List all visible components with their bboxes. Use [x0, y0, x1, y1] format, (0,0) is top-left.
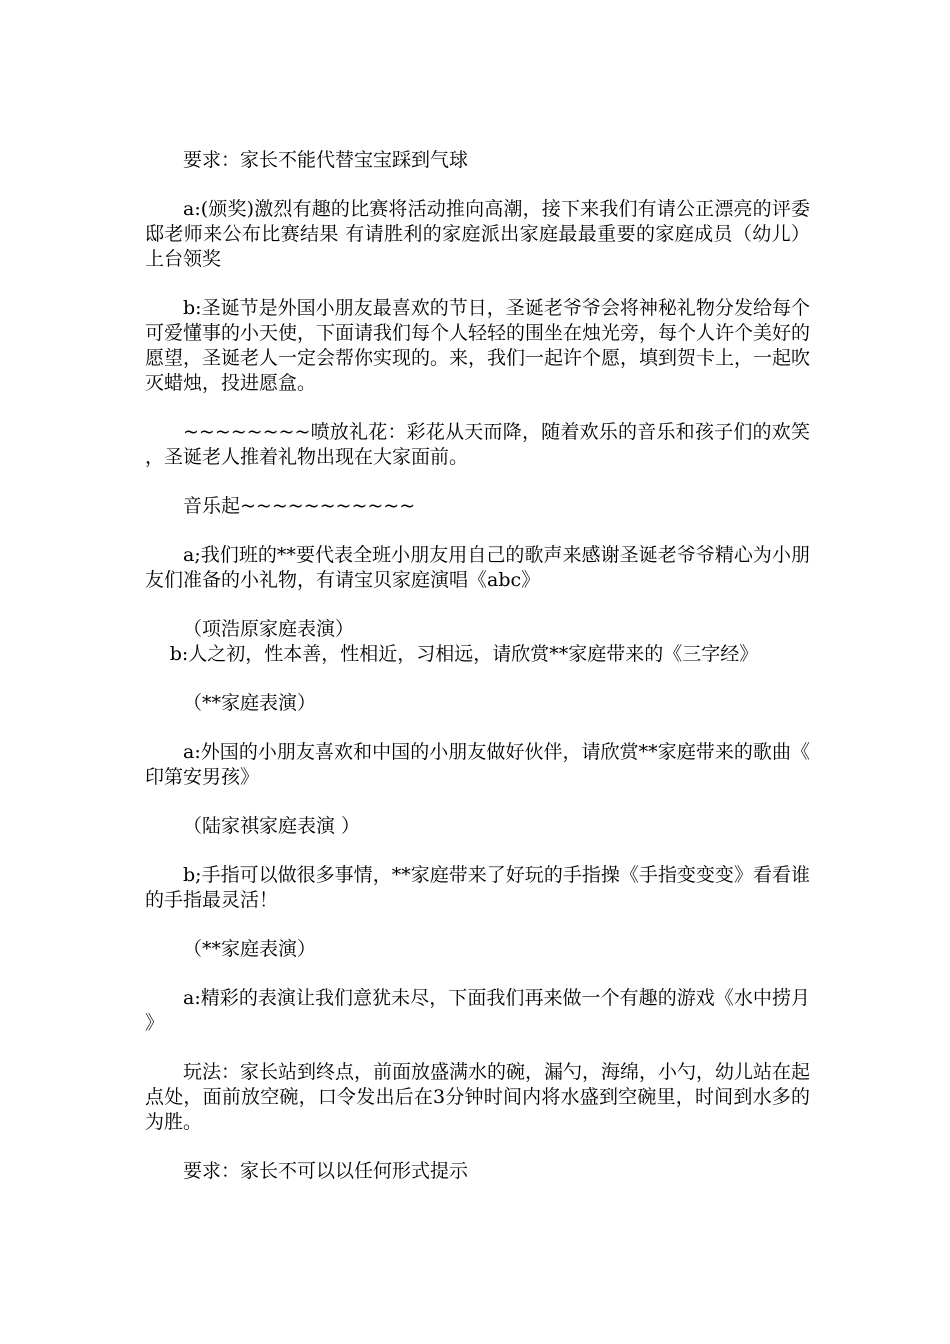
- document-body: [145, 148, 810, 1208]
- paragraph-finger-exercise: b;手指可以做很多事情，**家庭带来了好玩的手指操《手指变变变》看看谁的手指最灵活！: [145, 864, 810, 911]
- paragraph-indian-boy: a:外国的小朋友喜欢和中国的小朋友做好伙伴，请欣赏**家庭带来的歌曲《印第安男孩》: [145, 741, 810, 788]
- paragraph-abc-song: a;我们班的**要代表全班小朋友用自己的歌声来感谢圣诞老爷爷精心为小朋友们准备的小礼物，有请宝贝家庭演唱《abc》: [145, 544, 810, 591]
- paragraph-game-rules: 玩法：家长站到终点，前面放盛满水的碗，漏勺，海绵，小勺，幼儿站在起点处，面前放空碗，口令发出后在3分钟时间内将水盛到空碗里，时间到水多的为胜。: [145, 1061, 811, 1133]
- paragraph-family-show-2: （**家庭表演）: [183, 938, 317, 960]
- paragraph-family-show-1: （**家庭表演）: [183, 692, 317, 714]
- paragraph-christmas-wish: b:圣诞节是外国小朋友最喜欢的节日，圣诞老爷爷会将神秘礼物分发给每个可爱懂事的小天使，下面请我们每个人轻轻的围坐在烛光旁，每个人许个美好的愿望，圣诞老人一定会帮你实现的。来，我们一起许个愿，填到贺卡上，一起吹灭蜡烛，投进愿盒。: [145, 297, 811, 394]
- paragraph-award: a:(颁奖)激烈有趣的比赛将活动推向高潮，接下来我们有请公正漂亮的评委邸老师来公布比赛结果 有请胜利的家庭派出家庭最最重要的家庭成员（幼儿）上台领奖: [145, 198, 810, 270]
- paragraph-requirement-balloon: 要求：家长不能代替宝宝踩到气球: [183, 149, 469, 171]
- paragraph-confetti: ~~~~~~~~喷放礼花：彩花从天而降，随着欢乐的音乐和孩子们的欢笑，圣诞老人推着礼物出现在大家面前。: [145, 421, 810, 468]
- paragraph-requirement-no-hints: 要求：家长不可以以任何形式提示: [183, 1160, 469, 1182]
- paragraph-lu-family-show: （陆家祺家庭表演 ）: [183, 815, 361, 837]
- paragraph-water-moon-game: a:精彩的表演让我们意犹未尽，下面我们再来做一个有趣的游戏《水中捞月》: [145, 987, 810, 1034]
- paragraph-music-start: 音乐起~~~~~~~~~~~: [183, 495, 416, 517]
- paragraph-three-character-classic: b:人之初，性本善，性相近，习相远，请欣赏**家庭带来的《三字经》: [169, 643, 759, 665]
- paragraph-xiang-family-show: （项浩原家庭表演）: [183, 618, 355, 640]
